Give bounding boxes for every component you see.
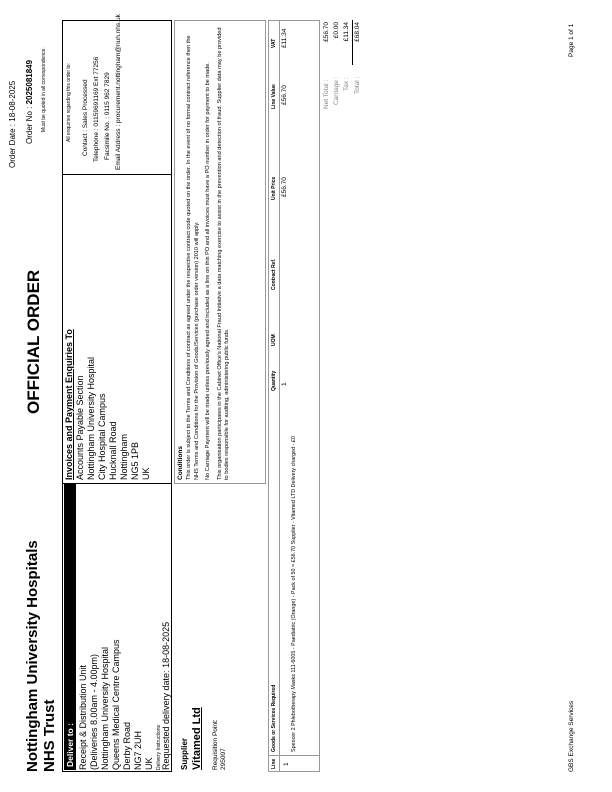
requested-label: Requested delivery date: (161, 670, 171, 770)
row-line-value: £56.70 (281, 85, 288, 105)
contact-line: Email Address : procurement.nottingham@nuh.nhs.uk (115, 14, 122, 170)
tax-value: £11.34 (343, 22, 350, 42)
order-no-value: 2025081849 (25, 59, 34, 105)
invoice-line: Nottingham (119, 433, 129, 480)
page-number: Page 1 of 1 (568, 23, 575, 57)
supplier-name: Vitamed Ltd (191, 707, 203, 770)
invoice-line: Accounts Payable Section (75, 375, 85, 480)
row-goods: Spencer 2 Phlebotherapy Masks 111-6005 - Paediatric (Orange) - Pack of 50 = £56.70 Supplier - Vitamed LTD Delivery charged - £0 (291, 436, 297, 752)
condition-paragraph: This organisation participates in the Cabinet Office's National Fraud Initiative a data matching exercise to assist in the prevention and detection of fraud. Supplier data may be provided to bodies responsible for auditing, administering public funds. (216, 27, 230, 480)
order-date-value: 18-08-2025 (8, 80, 17, 122)
contact-line: Telephone : 01159691169 Ext 77256 (93, 56, 100, 162)
contact-line: Contact : Sales Processed (82, 79, 89, 156)
contact-details (80, 14, 124, 170)
deliver-to-heading: Deliver to : (64, 484, 76, 770)
invoice-line: Nottingham University Hospital (86, 356, 96, 480)
col-goods-header: Goods or Services Required (271, 684, 277, 752)
order-number (25, 60, 34, 144)
condition-paragraph: This order is subject to the Terms and Conditions of contract as agreed under the respective contract code quoted on the order. In the event of no formal contract reference then the NHS Terms and Conditions for the Provision of Goods/Services (purchase order version) 2010 will apply. (186, 35, 200, 480)
total-value: £68.04 (354, 22, 361, 42)
condition-paragraph: No Carriage Payment will be made unless previously agreed and included as a line on this PO and all invoices must have a PO number in order for payment to be made. (205, 62, 211, 480)
deliver-line: (Deliveries 8.00am - 4.00pm) (89, 653, 99, 770)
order-date-label: Order Date : (8, 123, 17, 168)
col-vat-header: VAT (271, 38, 277, 48)
row-qty: 1 (281, 382, 288, 386)
col-qty-header: Quantity (271, 370, 277, 391)
requisition-point-value: 295007 (220, 748, 227, 770)
invoice-line: City Hospital Campus (97, 393, 107, 480)
deliver-line: Nottingham University Hospital (100, 646, 110, 770)
requested-delivery (161, 622, 171, 770)
org-trust: NHS Trust (41, 699, 58, 772)
carriage-label: Carriage : (333, 76, 340, 105)
order-note: Must be quoted in all correspondence. (41, 47, 47, 132)
row-unit-price: £56.70 (281, 177, 288, 197)
carriage-value: £0.00 (333, 22, 340, 39)
col-uom-header: UOM (271, 334, 277, 346)
deliver-line: Queens Medical Centre Campus (111, 639, 121, 770)
contact-line: Facsimile No. : 0115 962 7829 (104, 72, 111, 160)
row-line: 1 (283, 762, 290, 766)
col-unit-price-header: Unit Price (271, 176, 277, 200)
invoices-address (75, 357, 152, 480)
page-title: OFFICIAL ORDER (24, 269, 43, 414)
invoice-line: NG5 1PB (130, 441, 140, 480)
invoice-line: Hucknall Road (108, 421, 118, 480)
deliver-line: Receipt & Distribution Unit (78, 664, 88, 770)
invoices-heading: Invoices and Payment Enquiries To (64, 329, 74, 480)
deliver-line: Derby Road (122, 721, 132, 770)
requested-date: 18-08-2025 (161, 621, 171, 668)
col-contract-header: Contract Ref. (271, 258, 277, 290)
requisition-point-label: Requisition Point: (212, 719, 219, 770)
col-line-header: Line (271, 758, 277, 769)
deliver-line: NG7 2UH (133, 730, 143, 770)
org-name: Nottingham University Hospitals (24, 540, 41, 772)
conditions-heading: Conditions (177, 446, 184, 480)
conditions-text (186, 26, 236, 480)
supplier-label: Supplier (180, 737, 189, 770)
delivery-instructions: Delivery Instructions (156, 724, 162, 770)
order-no-label: Order No : (25, 106, 34, 144)
net-total-value: £56.70 (323, 22, 330, 42)
order-date (8, 81, 17, 168)
col-line-value-header: Line Value (271, 84, 277, 109)
total-label: Total : (354, 76, 361, 94)
contact-heading: All enquiries regarding this order to: (66, 63, 72, 142)
row-vat: £11.34 (281, 28, 288, 48)
tax-label: Tax : (343, 77, 350, 91)
deliver-line: UK (144, 757, 154, 770)
footer-left: GBS Exchange Services (568, 700, 575, 772)
invoice-line: UK (141, 467, 151, 480)
deliver-to-address (78, 639, 155, 770)
net-total-label: Net Total : (323, 79, 330, 109)
